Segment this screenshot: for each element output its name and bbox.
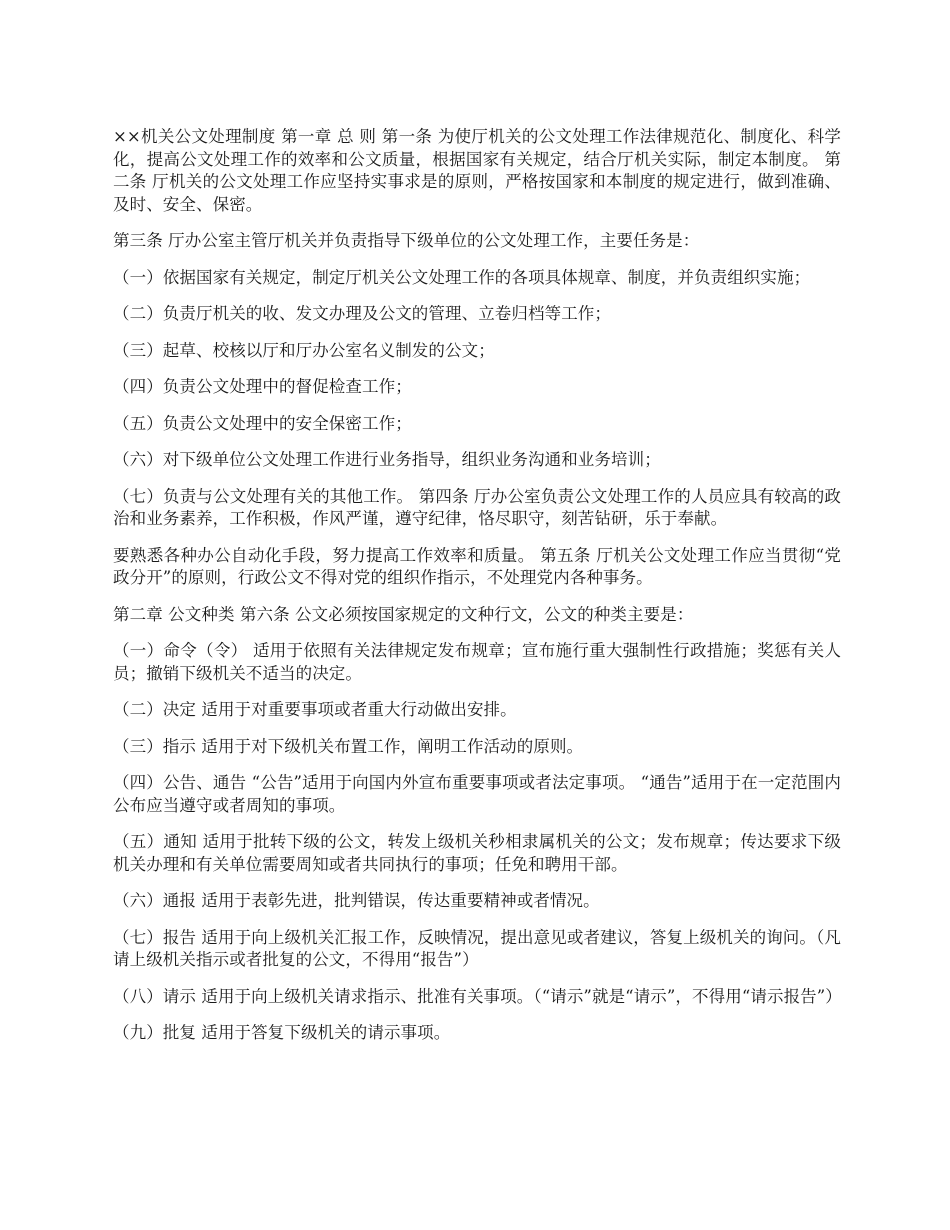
paragraph-title-and-articles-1-2: ××机关公文处理制度 第一章 总 则 第一条 为使厅机关的公文处理工作法律规范化、制度化、科学化，提高公文处理工作的效率和公文质量，根据国家有关规定，结合厅机关实际，制定本制度。 第二条 厅机关的公文处理工作应坚持实事求是的原则，严格按国家和本制度的规定进行，做到准确、及时、安全、保密。	[113, 127, 841, 214]
paragraph-type-report: （七）报告 适用于向上级机关汇报工作，反映情况，提出意见或者建议，答复上级机关的询问。（凡请上级机关指示或者批复的公文，不得用“报告”）	[113, 927, 841, 969]
paragraph-type-announcement: （四）公告、通告 “公告”适用于向国内外宣布重要事项或者法定事项。 “通告”适用于在一定范围内公布应当遵守或者周知的事项。	[113, 773, 841, 815]
paragraph-article-3: 第三条 厅办公室主管厅机关并负责指导下级单位的公文处理工作，主要任务是：	[113, 231, 700, 250]
paragraph-type-decision: （二）决定 适用于对重要事项或者重大行动做出安排。	[113, 700, 517, 719]
paragraph-type-instruction: （三）指示 适用于对下级机关布置工作，阐明工作活动的原则。	[113, 736, 584, 756]
paragraph-chapter-2-article-6: 第二章 公文种类 第六条 公文必须按国家规定的文种行文，公文的种类主要是：	[113, 604, 694, 624]
paragraph-item-5: （五）负责公文处理中的安全保密工作；	[113, 413, 412, 433]
paragraph-item-3: （三）起草、校核以厅和厅办公室名义制发的公文；	[113, 340, 495, 360]
paragraph-type-reply: （九）批复 适用于答复下级机关的请示事项。	[113, 1023, 451, 1042]
paragraph-item-7-article-4: （七）负责与公文处理有关的其他工作。 第四条 厅办公室负责公文处理工作的人员应具有较高的政治和业务素养，工作积极，作风严谨，遵守纪律，恪尽职守，刻苦钻研，乐于奉献。	[113, 486, 841, 528]
document-page	[113, 126, 841, 1059]
paragraph-item-2: （二）负责厅机关的收、发文办理及公文的管理、立卷归档等工作；	[113, 304, 611, 323]
paragraph-article-5: 要熟悉各种办公自动化手段，努力提高工作效率和质量。 第五条 厅机关公文处理工作应当贯彻“党政分开”的原则，行政公文不得对党的组织作指示，不处理党内各种事务。	[113, 545, 841, 587]
paragraph-type-bulletin: （六）通报 适用于表彰先进，批判错误，传达重要精神或者情况。	[113, 891, 600, 910]
paragraph-item-1: （一）依据国家有关规定，制定厅机关公文处理工作的各项具体规章、制度，并负责组织实施；	[113, 267, 811, 287]
paragraph-type-request: （八）请示 适用于向上级机关请求指示、批准有关事项。（“请示”就是“请示”，不得用“请示报告”）	[113, 986, 842, 1006]
paragraph-item-6: （六）对下级单位公文处理工作进行业务指导，组织业务沟通和业务培训；	[113, 450, 661, 469]
paragraph-item-4: （四）负责公文处理中的督促检查工作；	[113, 377, 412, 396]
paragraph-type-command: （一）命令（令） 适用于依照有关法律规定发布规章；宣布施行重大强制性行政措施；奖惩有关人员；撤销下级机关不适当的决定。	[113, 641, 841, 683]
paragraph-type-notice: （五）通知 适用于批转下级的公文，转发上级机关秒相隶属机关的公文；发布规章；传达要求下级机关办理和有关单位需要周知或者共同执行的事项；任免和聘用干部。	[113, 832, 841, 874]
